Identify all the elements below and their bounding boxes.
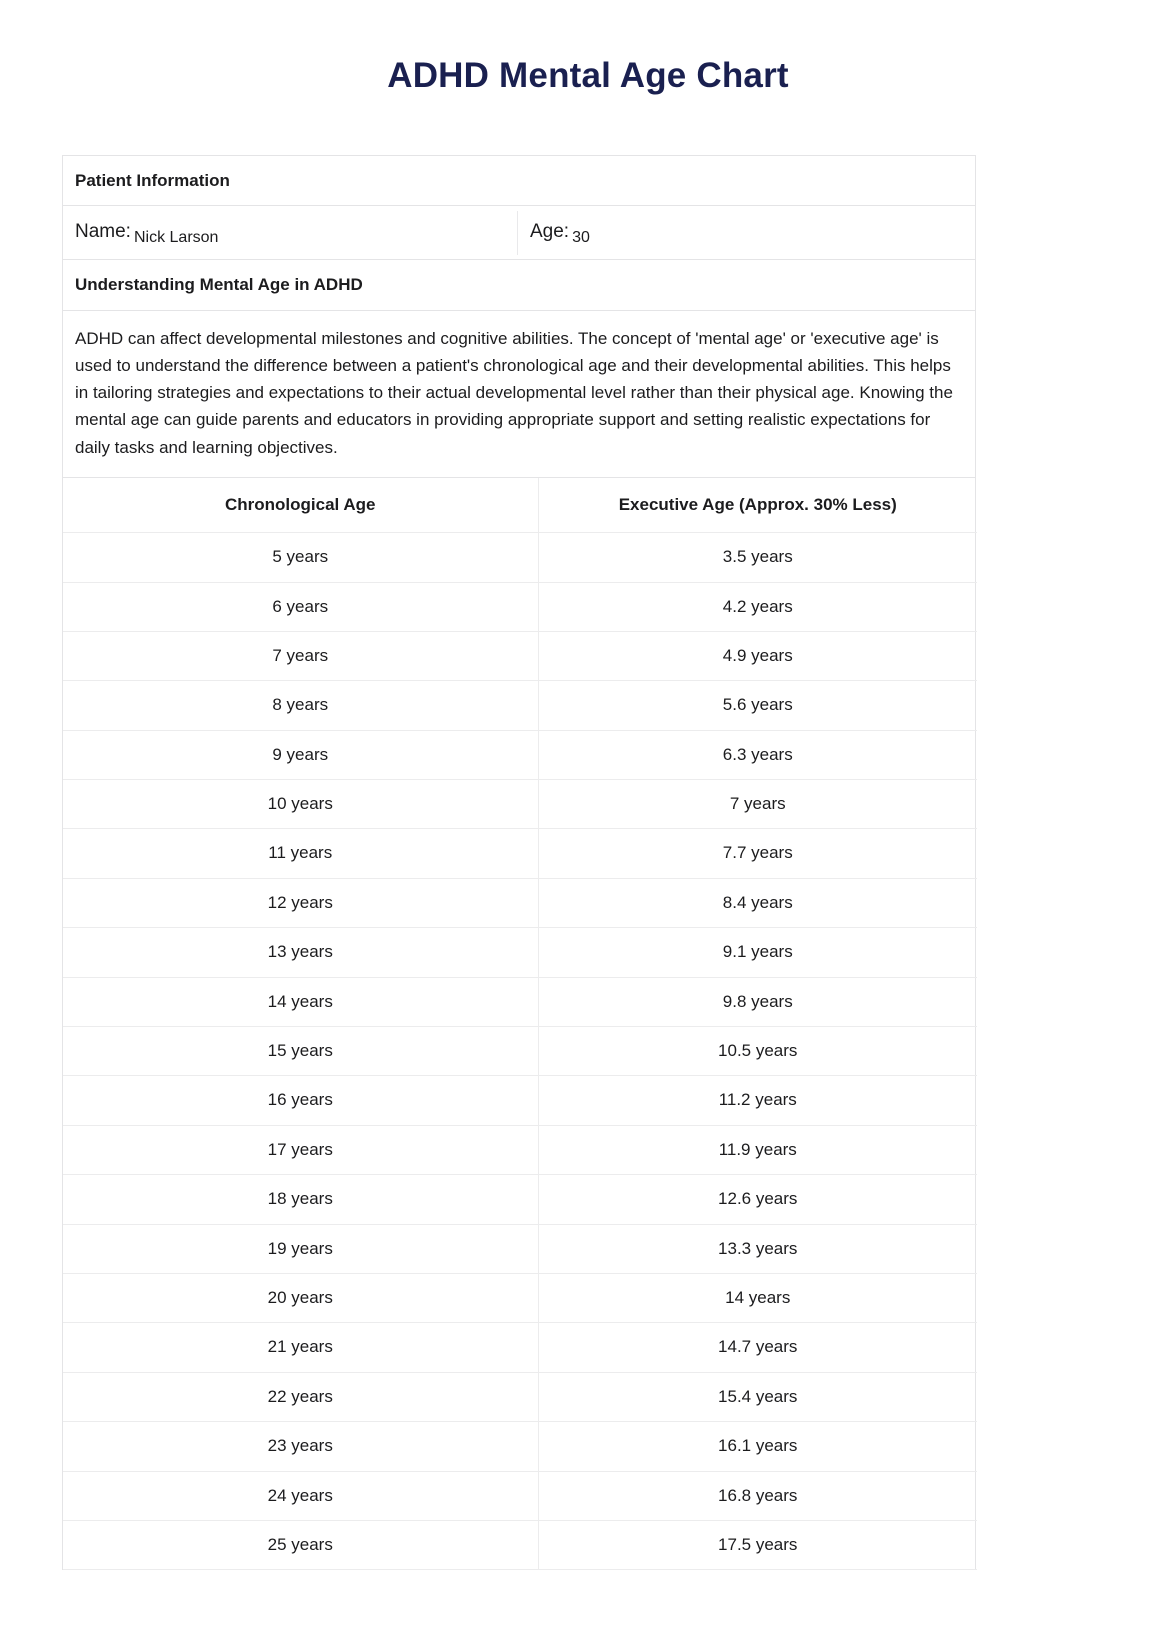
cell-chronological-age: 12 years [63,878,538,927]
cell-chronological-age: 9 years [63,730,538,779]
table-row [63,1027,977,1076]
age-table-body [63,533,977,1570]
understanding-mental-age-body: ADHD can affect developmental milestones and cognitive abilities. The concept of 'mental age' or 'executive age' is used to understand the difference between a patient's chronological age and their developmental abilities. This helps in tailoring strategies and expectations to their actual developmental level rather than their physical age. Knowing the mental age can guide parents and educators in providing appropriate support and setting realistic expectations for daily tasks and learning objectives. [63,311,975,478]
table-row [63,1125,977,1174]
table-row [63,582,977,631]
cell-executive-age: 16.8 years [538,1471,977,1520]
cell-chronological-age: 20 years [63,1273,538,1322]
patient-age-label: Age: [530,220,570,242]
document-card [62,155,976,1570]
cell-executive-age: 5.6 years [538,681,977,730]
cell-executive-age: 14 years [538,1273,977,1322]
cell-chronological-age: 10 years [63,780,538,829]
cell-chronological-age: 17 years [63,1125,538,1174]
table-row [63,1471,977,1520]
understanding-mental-age-heading: Understanding Mental Age in ADHD [63,260,975,310]
cell-executive-age: 7.7 years [538,829,977,878]
cell-executive-age: 4.2 years [538,582,977,631]
patient-name-field[interactable] [63,211,517,255]
patient-age-value: 30 [572,228,590,246]
cell-chronological-age: 22 years [63,1372,538,1421]
patient-name-value: Nick Larson [133,228,219,246]
cell-executive-age: 3.5 years [538,533,977,582]
cell-chronological-age: 13 years [63,928,538,977]
table-row [63,1273,977,1322]
cell-chronological-age: 6 years [63,582,538,631]
cell-chronological-age: 25 years [63,1520,538,1569]
table-row [63,1422,977,1471]
table-row [63,730,977,779]
page-title: ADHD Mental Age Chart [387,56,789,95]
cell-executive-age: 16.1 years [538,1422,977,1471]
cell-executive-age: 14.7 years [538,1323,977,1372]
cell-executive-age: 4.9 years [538,631,977,680]
cell-chronological-age: 5 years [63,533,538,582]
cell-executive-age: 12.6 years [538,1175,977,1224]
age-comparison-table [63,478,977,1571]
table-row [63,977,977,1026]
cell-executive-age: 13.3 years [538,1224,977,1273]
cell-chronological-age: 21 years [63,1323,538,1372]
cell-chronological-age: 24 years [63,1471,538,1520]
table-row [63,928,977,977]
table-row [63,1175,977,1224]
cell-executive-age: 11.2 years [538,1076,977,1125]
column-header-executive-age: Executive Age (Approx. 30% Less) [538,478,977,533]
table-row [63,829,977,878]
table-row [63,1520,977,1569]
patient-identity-row [63,206,975,260]
cell-executive-age: 6.3 years [538,730,977,779]
age-table-header-row [63,478,977,533]
patient-name-label: Name: [75,220,131,242]
table-row [63,780,977,829]
patient-age-field[interactable] [517,211,975,255]
table-row [63,681,977,730]
table-row [63,878,977,927]
cell-executive-age: 17.5 years [538,1520,977,1569]
table-row [63,1323,977,1372]
cell-chronological-age: 16 years [63,1076,538,1125]
table-row [63,1372,977,1421]
cell-executive-age: 9.8 years [538,977,977,1026]
cell-chronological-age: 19 years [63,1224,538,1273]
cell-executive-age: 8.4 years [538,878,977,927]
cell-chronological-age: 7 years [63,631,538,680]
cell-chronological-age: 14 years [63,977,538,1026]
patient-information-heading: Patient Information [63,156,975,206]
cell-executive-age: 9.1 years [538,928,977,977]
table-row [63,631,977,680]
table-row [63,1224,977,1273]
cell-chronological-age: 15 years [63,1027,538,1076]
cell-executive-age: 7 years [538,780,977,829]
table-row [63,1076,977,1125]
cell-chronological-age: 18 years [63,1175,538,1224]
cell-executive-age: 11.9 years [538,1125,977,1174]
cell-executive-age: 15.4 years [538,1372,977,1421]
cell-executive-age: 10.5 years [538,1027,977,1076]
age-table-head [63,478,977,533]
cell-chronological-age: 11 years [63,829,538,878]
cell-chronological-age: 23 years [63,1422,538,1471]
table-row [63,533,977,582]
cell-chronological-age: 8 years [63,681,538,730]
column-header-chronological-age: Chronological Age [63,478,538,533]
